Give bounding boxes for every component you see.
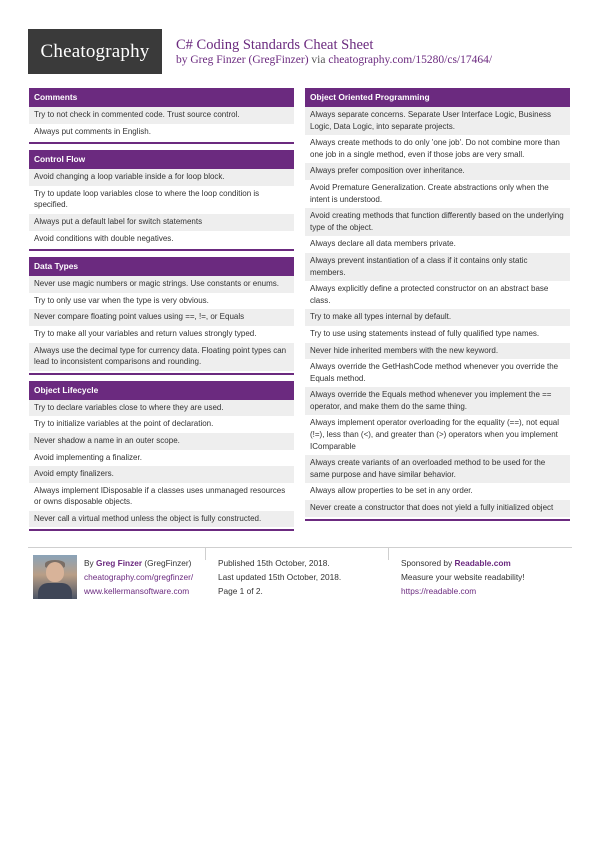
section-control-flow (29, 150, 294, 251)
list-item: Try to initialize variables at the point of declaration. (34, 419, 214, 429)
list-item: Never create a constructor that does not yield a fully initialized object (305, 500, 570, 517)
footer-author-name[interactable]: Greg Finzer (96, 558, 143, 568)
footer-author-profile-link[interactable]: cheatography.com/gregfinzer/ (84, 572, 194, 582)
list-item: Try to make all types internal by default. (305, 309, 570, 326)
list-item: Never shadow a name in an outer scope. (29, 433, 294, 450)
footer-by: By (84, 558, 96, 568)
section-end-rule (29, 249, 294, 251)
footer-author-site-link[interactable]: www.kellermansoftware.com (84, 586, 190, 596)
list-item: Always allow properties to be set in any order. (310, 486, 473, 496)
list-item: Avoid changing a loop variable inside a for loop block. (29, 169, 294, 186)
left-column (29, 88, 294, 537)
list-item: Never hide inherited members with the new keyword. (305, 343, 570, 360)
section-end-rule (29, 529, 294, 531)
list-item: Avoid implementing a finalizer. (34, 452, 142, 462)
list-item: Avoid conditions with double negatives. (34, 233, 174, 243)
footer-sponsor-name[interactable]: Readable.com (454, 558, 511, 568)
list-item: Try to declare variables close to where they are used. (29, 400, 294, 417)
right-column (305, 88, 570, 527)
footer-author-handle: (GregFinzer) (142, 558, 192, 568)
footer-page-number: Page 1 of 2. (218, 586, 263, 596)
section-heading: Data Types (29, 257, 294, 276)
list-item: Always implement operator overloading for the equality (==), not equal (!=), less than (<), and greater than (>) operators when you implement IComparable (310, 418, 560, 451)
list-item: Try to not check in commented code. Trust source control. (29, 107, 294, 124)
section-comments (29, 88, 294, 144)
section-heading: Object Lifecycle (29, 381, 294, 400)
byline (176, 54, 492, 66)
list-item: Never call a virtual method unless the object is fully constructed. (29, 511, 294, 528)
section-heading: Object Oriented Programming (305, 88, 570, 107)
list-item: Always declare all data members private. (310, 239, 456, 249)
list-item: Avoid Premature Generalization. Create abstractions only when the intent is understood. (310, 182, 549, 204)
list-item: Always create methods to do only 'one job'. Do not combine more than one job in a single method, even if those jobs are very small. (310, 138, 560, 159)
page-title: C# Coding Standards Cheat Sheet (176, 37, 374, 53)
section-end-rule (29, 142, 294, 144)
list-item: Always override the Equals method whenever you implement the == operator, and make them do the same thing. (305, 387, 570, 415)
byline-prefix: by (176, 54, 191, 66)
footer-sponsor-link[interactable]: https://readable.com (401, 586, 477, 596)
footer-separator (388, 548, 389, 560)
list-item: Always create variants of an overloaded method to be used for the same purpose and have similar behavior. (305, 455, 570, 483)
list-item: Always separate concerns. Separate User Interface Logic, Business Logic, Data Logic, into separate projects. (305, 107, 570, 135)
footer-sponsor-prefix: Sponsored by (401, 558, 455, 568)
footer-separator (205, 548, 206, 560)
list-item: Always put comments in English. (34, 126, 151, 136)
list-item: Try to update loop variables close to where the loop condition is specified. (34, 188, 260, 210)
section-heading: Control Flow (29, 150, 294, 169)
footer-sponsor-tagline: Measure your website readability! (401, 572, 525, 582)
list-item: Always prevent instantiation of a class if it contains only static members. (305, 253, 570, 281)
section-end-rule (305, 519, 570, 521)
section-object-oriented-programming (305, 88, 570, 521)
footer-published: Published 15th October, 2018. (218, 558, 330, 568)
list-item: Never compare floating point values using ==, !=, or Equals (29, 309, 294, 326)
cheatography-logo[interactable] (28, 29, 162, 74)
footer-divider (28, 547, 572, 548)
byline-via: via (308, 54, 329, 66)
logo-text: Cheatography (40, 40, 150, 62)
author-avatar (33, 555, 77, 599)
section-object-lifecycle (29, 381, 294, 532)
list-item: Avoid creating methods that function differently based on the underlying type of the object. (305, 208, 570, 236)
footer-sponsor (401, 556, 525, 598)
list-item: Always use the decimal type for currency data. Floating point types can lead to inconsistent comparisons and rounding. (29, 343, 294, 371)
list-item: Always explicitly define a protected constructor on an abstract base class. (310, 284, 549, 305)
list-item: Always override the GetHashCode method whenever you override the Equals method. (310, 362, 559, 383)
footer-updated: Last updated 15th October, 2018. (218, 572, 342, 582)
section-data-types (29, 257, 294, 375)
section-end-rule (29, 373, 294, 375)
list-item: Always prefer composition over inheritance. (305, 163, 570, 180)
byline-author-link[interactable]: Greg Finzer (GregFinzer) (190, 54, 309, 66)
list-item: Always put a default label for switch statements (29, 214, 294, 231)
list-item: Never use magic numbers or magic strings. Use constants or enums. (29, 276, 294, 293)
footer-author (84, 556, 193, 598)
sheet-url-link[interactable]: cheatography.com/15280/cs/17464/ (328, 54, 493, 66)
footer-publication (218, 556, 341, 598)
list-item: Try to only use var when the type is very obvious. (34, 295, 209, 305)
list-item: Try to use using statements instead of fully qualified type names. (310, 328, 540, 338)
list-item: Avoid empty finalizers. (29, 466, 294, 483)
list-item: Try to make all your variables and return values strongly typed. (34, 328, 257, 338)
section-heading: Comments (29, 88, 294, 107)
list-item: Always implement IDisposable if a classes uses unmanaged resources or owns disposable objects. (34, 485, 286, 507)
